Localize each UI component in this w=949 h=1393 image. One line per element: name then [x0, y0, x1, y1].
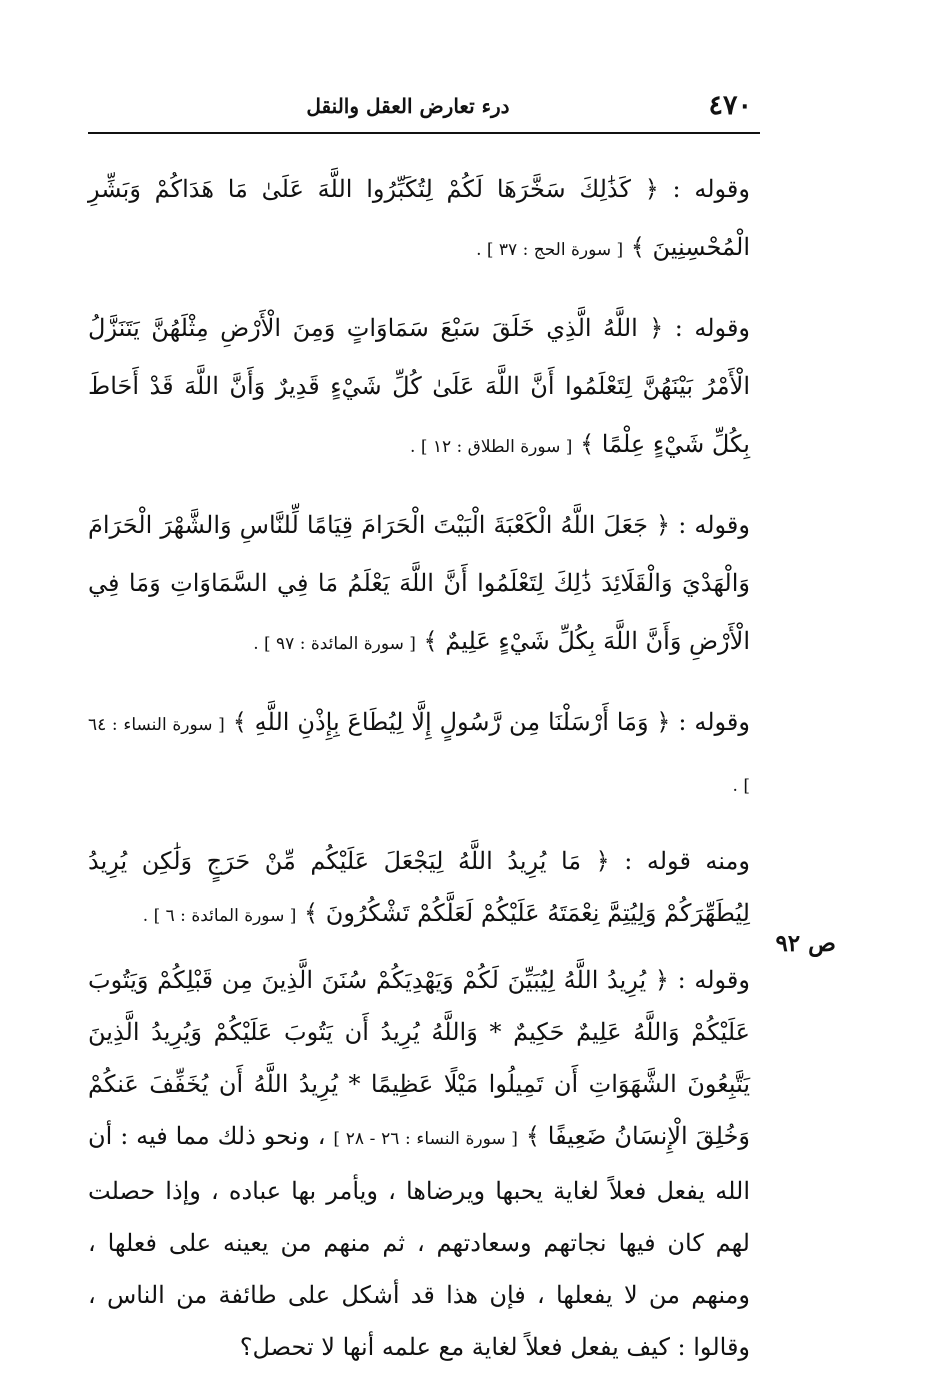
margin-page-reference: ص ٩٢: [775, 930, 836, 957]
quran-quote: وقوله : ﴿ يُرِيدُ اللَّهُ لِيُبَيِّنَ لَكُمْ وَيَهْدِيَكُمْ سُنَنَ الَّذِينَ مِن قَبْلِكُمْ وَيَتُوبَ عَلَيْكُمْ وَاللَّهُ عَلِيمٌ حَكِيمٌ * وَاللَّهُ يُرِيدُ أَن يَتُوبَ عَلَيْكُمْ وَيُرِيدُ الَّذِينَ يَتَّبِعُونَ الشَّهَوَاتِ أَن تَمِيلُوا مَيْلًا عَظِيمًا * يُرِيدُ اللَّهُ أَن يُخَفِّفَ عَنكُمْ وَخُلِقَ الْإِنسَانُ ضَعِيفًا ﴾: [88, 966, 750, 1150]
quran-quote: وقوله : ﴿ جَعَلَ اللَّهُ الْكَعْبَةَ الْبَيْتَ الْحَرَامَ قِيَامًا لِّلنَّاسِ وَالشَّهْرَ الْحَرَامَ وَالْهَدْيَ وَالْقَلَائِدَ ذَٰلِكَ لِتَعْلَمُوا أَنَّ اللَّهَ يَعْلَمُ مَا فِي السَّمَاوَاتِ وَمَا فِي الْأَرْضِ وَأَنَّ اللَّهَ بِكُلِّ شَيْءٍ عَلِيمٌ ﴾: [88, 511, 750, 655]
paragraph: [88, 496, 750, 673]
quran-quote: وقوله : ﴿ وَمَا أَرْسَلْنَا مِن رَّسُولٍ إِلَّا لِيُطَاعَ بِإِذْنِ اللَّهِ ﴾: [232, 708, 750, 736]
paragraph: [88, 954, 750, 1373]
running-title: درء تعارض العقل والنقل: [306, 94, 510, 118]
surah-reference: [ سورة النساء : ٦٤ ] .: [88, 715, 750, 796]
page-number: ٤٧٠: [708, 90, 752, 121]
paragraph: [88, 160, 750, 279]
quran-quote: وقوله : ﴿ كَذَٰلِكَ سَخَّرَهَا لَكُمْ لِتُكَبِّرُوا اللَّهَ عَلَىٰ مَا هَدَاكُمْ وَبَشِّرِ الْمُحْسِنِينَ ﴾: [88, 175, 750, 261]
surah-reference: [ سورة المائدة : ٦ ] .: [142, 906, 297, 926]
quran-quote: ومنه قوله : ﴿ مَا يُرِيدُ اللَّهُ لِيَجْعَلَ عَلَيْكُم مِّنْ حَرَجٍ وَلَٰكِن يُرِيدُ لِيُطَهِّرَكُمْ وَلِيُتِمَّ نِعْمَتَهُ عَلَيْكُمْ لَعَلَّكُمْ تَشْكُرُونَ ﴾: [88, 847, 750, 927]
surah-reference: [ سورة الحج : ٣٧ ] .: [476, 240, 624, 260]
surah-reference: [ سورة النساء : ٢٦ - ٢٨ ]: [333, 1129, 518, 1149]
paragraph: [88, 693, 750, 815]
surah-reference: [ سورة المائدة : ٩٧ ] .: [253, 634, 416, 654]
page-header: [88, 84, 760, 134]
paragraph: [88, 835, 750, 942]
paragraph: [88, 299, 750, 476]
commentary-text: ، ونحو ذلك مما فيه : أن الله يفعل فعلاً لغاية يحبها ويرضاها ، ويأمر بها عباده ، وإذا حصلت لهم كان فيها نجاتهم وسعادتهم ، ثم منهم من يعينه على فعلها ، ومنهم من لا يفعلها ، فإن هذا قد أشكل على طائفة من الناس ، وقالوا : كيف يفعل فعلاً لغاية مع علمه أنها لا تحصل؟: [88, 1122, 750, 1361]
body-text: [88, 160, 750, 1393]
quran-quote: وقوله : ﴿ اللَّهُ الَّذِي خَلَقَ سَبْعَ سَمَاوَاتٍ وَمِنَ الْأَرْضِ مِثْلَهُنَّ يَتَنَزَّلُ الْأَمْرُ بَيْنَهُنَّ لِتَعْلَمُوا أَنَّ اللَّهَ عَلَىٰ كُلِّ شَيْءٍ قَدِيرٌ وَأَنَّ اللَّهَ قَدْ أَحَاطَ بِكُلِّ شَيْءٍ عِلْمًا ﴾: [88, 314, 750, 458]
surah-reference: [ سورة الطلاق : ١٢ ] .: [410, 437, 573, 457]
